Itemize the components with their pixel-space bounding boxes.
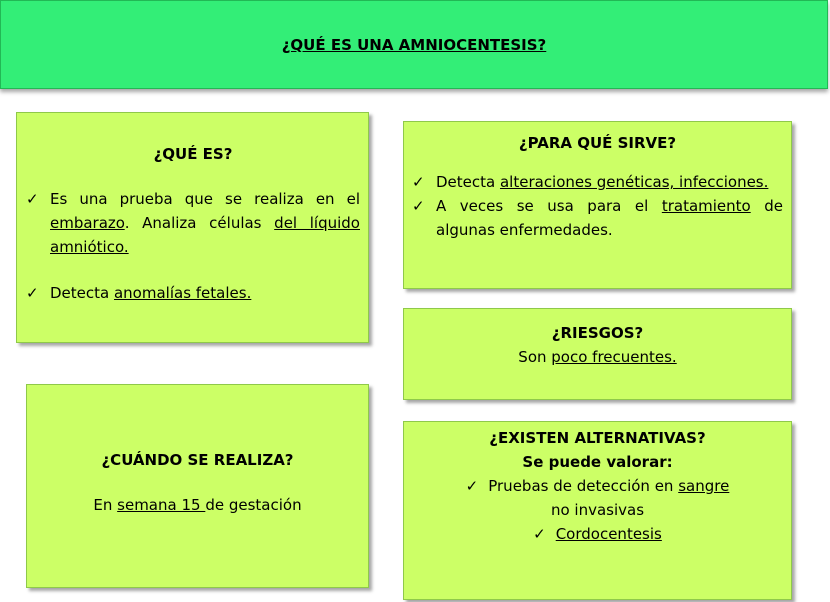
cuando-title: ¿CUÁNDO SE REALIZA?	[101, 451, 294, 469]
check-icon: ✓	[26, 190, 39, 208]
check-icon: ✓	[533, 525, 546, 543]
que-es-title: ¿QUÉ ES?	[153, 145, 233, 163]
para-que-sirve-title: ¿PARA QUÉ SIRVE?	[518, 134, 677, 152]
que-es-list	[26, 187, 360, 305]
para-que-sirve-box	[403, 121, 792, 289]
check-icon: ✓	[412, 173, 425, 191]
list-item: ✓ Detecta alteraciones genéticas, infecciones.	[412, 170, 783, 194]
list-item: ✓ Pruebas de detección en sangre no invasivas	[465, 477, 730, 519]
list-item: ✓ Cordocentesis	[533, 525, 662, 543]
page-title: ¿QUÉ ES UNA AMNIOCENTESIS?	[281, 35, 547, 54]
header-banner	[0, 0, 828, 89]
cuando-text: En semana 15 de gestación	[93, 496, 302, 514]
check-icon: ✓	[26, 284, 39, 302]
cuando-box	[26, 384, 369, 588]
alternativas-box	[403, 421, 792, 600]
que-es-box	[16, 112, 369, 343]
list-item: ✓ Es una prueba que se realiza en el embarazo. Analiza células del líquido amniótico.	[26, 187, 360, 259]
alternativas-subtitle: Se puede valorar:	[522, 453, 673, 471]
check-icon: ✓	[412, 197, 425, 215]
para-que-sirve-list	[412, 170, 783, 242]
alternativas-title: ¿EXISTEN ALTERNATIVAS?	[489, 429, 706, 447]
riesgos-box	[403, 308, 792, 400]
list-item: ✓ A veces se usa para el tratamiento de algunas enfermedades.	[412, 194, 783, 242]
list-item: ✓ Detecta anomalías fetales.	[26, 281, 360, 305]
riesgos-title: ¿RIESGOS?	[551, 324, 644, 342]
check-icon: ✓	[465, 477, 479, 495]
riesgos-text: Son poco frecuentes.	[518, 348, 677, 366]
